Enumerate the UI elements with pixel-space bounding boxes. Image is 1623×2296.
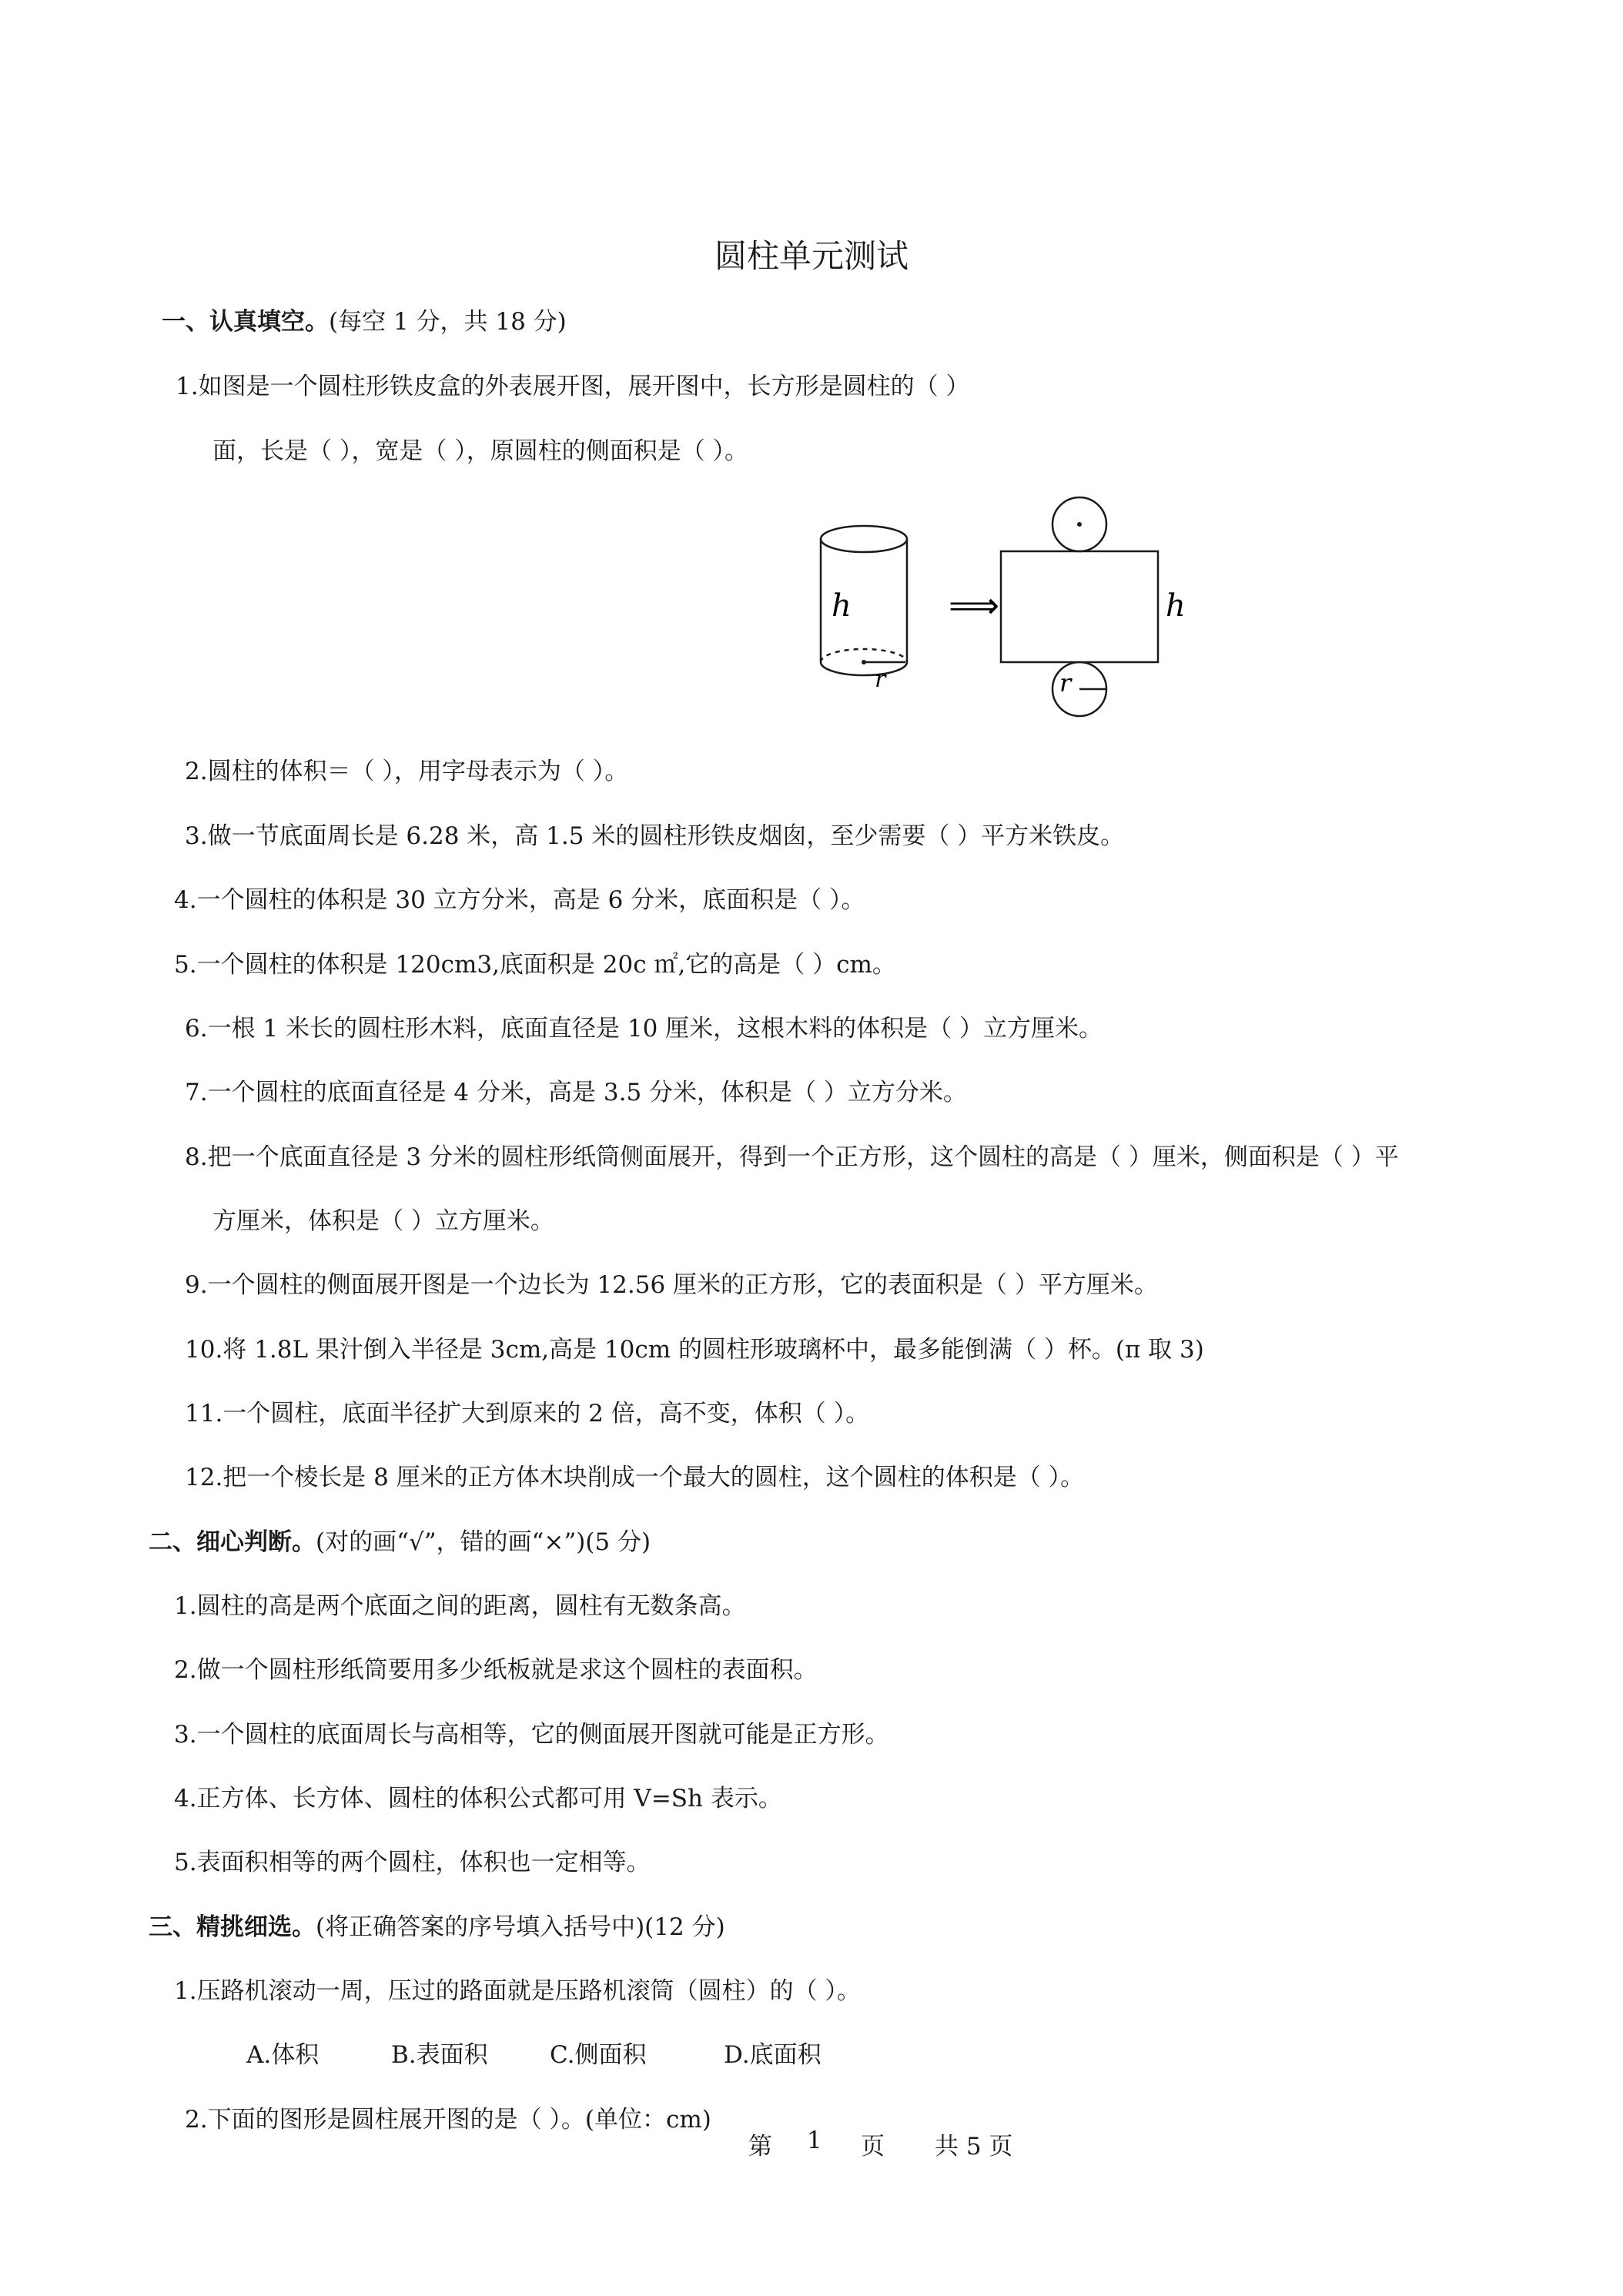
s2-q1: 1.圆柱的高是两个底面之间的距离，圆柱有无数条高。 xyxy=(174,1592,746,1620)
s1-q1-line1: 1.如图是一个圆柱形铁皮盒的外表展开图，展开图中，长方形是圆柱的（ ） xyxy=(176,373,970,400)
cylinder-net-figure xyxy=(816,493,1216,724)
section1-heading xyxy=(162,302,567,336)
s1-q3: 3.做一节底面周长是 6.28 米，高 1.5 米的圆柱形铁皮烟囱，至少需要（ ）平方米铁皮。 xyxy=(185,822,1125,850)
cylinder-center-dot xyxy=(862,660,866,664)
arrow-symbol: ⟹ xyxy=(949,584,999,626)
s1-q4: 4.一个圆柱的体积是 30 立方分米，高是 6 分米，底面积是（ ）。 xyxy=(174,886,865,914)
s1-q6: 6.一根 1 米长的圆柱形木料，底面直径是 10 厘米，这根木料的体积是（ ）立方厘米。 xyxy=(185,1015,1103,1043)
s1-q12: 12.把一个棱长是 8 厘米的正方体木块削成一个最大的圆柱，这个圆柱的体积是（ ）。 xyxy=(185,1464,1085,1491)
s1-q1-line2: 面，长是（ ），宽是（ ），原圆柱的侧面积是（ ）。 xyxy=(212,437,749,465)
s3-q1-option-d: D.底面积 xyxy=(724,2041,822,2069)
s1-q2: 2.圆柱的体积＝（ ），用字母表示为（ ）。 xyxy=(185,758,629,785)
s1-q8-line1: 8.把一个底面直径是 3 分米的圆柱形纸筒侧面展开，得到一个正方形，这个圆柱的高是（ ）厘米，侧面积是（ ）平 xyxy=(185,1143,1399,1171)
s1-q5: 5.一个圆柱的体积是 120cm3,底面积是 20c ㎡,它的高是（ ）cm。 xyxy=(174,951,896,979)
s3-q1: 1.压路机滚动一周，压过的路面就是压路机滚筒（圆柱）的（ ）。 xyxy=(174,1977,861,2005)
s1-q11: 11.一个圆柱，底面半径扩大到原来的 2 倍，高不变，体积（ ）。 xyxy=(185,1400,870,1427)
footer-di: 第 xyxy=(748,2133,772,2160)
net-top-center-dot xyxy=(1077,522,1082,527)
footer-page-number: 1 xyxy=(807,2127,822,2154)
section2-heading xyxy=(149,1522,651,1557)
label-r-left: r xyxy=(875,666,886,693)
s1-q8-line2: 方厘米，体积是（ ）立方厘米。 xyxy=(212,1207,554,1235)
s3-q1-option-b: B.表面积 xyxy=(391,2041,488,2069)
net-rectangle xyxy=(1001,551,1158,662)
label-h-left: h xyxy=(832,588,852,624)
s3-q2: 2.下面的图形是圆柱展开图的是（ ）。(单位：cm) xyxy=(185,2106,711,2134)
s2-q2: 2.做一个圆柱形纸筒要用多少纸板就是求这个圆柱的表面积。 xyxy=(174,1656,818,1684)
s3-q1-option-a: A.体积 xyxy=(246,2041,320,2069)
s2-q5: 5.表面积相等的两个圆柱，体积也一定相等。 xyxy=(174,1849,651,1876)
s3-q1-option-c: C.侧面积 xyxy=(550,2041,647,2069)
label-h-right: h xyxy=(1166,588,1186,624)
section2-heading-label: 二、细心判断。 xyxy=(149,1528,316,1556)
s1-q7: 7.一个圆柱的底面直径是 4 分米，高是 3.5 分米，体积是（ ）立方分米。 xyxy=(185,1079,967,1106)
s1-q10: 10.将 1.8L 果汁倒入半径是 3cm,高是 10cm 的圆柱形玻璃杯中，最多能倒满（ ）杯。(π 取 3) xyxy=(185,1336,1204,1364)
section3-heading xyxy=(149,1907,725,1942)
section3-note: (将正确答案的序号填入括号中)(12 分) xyxy=(316,1913,725,1941)
label-r-bottom: r xyxy=(1059,668,1072,698)
page-title: 圆柱单元测试 xyxy=(714,237,909,275)
s2-q4: 4.正方体、长方体、圆柱的体积公式都可用 V=Sh 表示。 xyxy=(174,1785,782,1812)
section1-note: (每空 1 分，共 18 分) xyxy=(329,308,567,336)
s2-q3: 3.一个圆柱的底面周长与高相等，它的侧面展开图就可能是正方形。 xyxy=(174,1721,889,1749)
section2-note: (对的画“√”，错的画“×”)(5 分) xyxy=(316,1528,651,1556)
section3-heading-label: 三、精挑细选。 xyxy=(149,1913,316,1941)
footer-total-pages: 共 5 页 xyxy=(935,2133,1013,2160)
cylinder-top-ellipse xyxy=(821,526,907,552)
footer-ye: 页 xyxy=(861,2133,885,2160)
s1-q9: 9.一个圆柱的侧面展开图是一个边长为 12.56 厘米的正方形，它的表面积是（ ）平方厘米。 xyxy=(185,1271,1158,1299)
section1-heading-label: 一、认真填空。 xyxy=(162,308,329,336)
